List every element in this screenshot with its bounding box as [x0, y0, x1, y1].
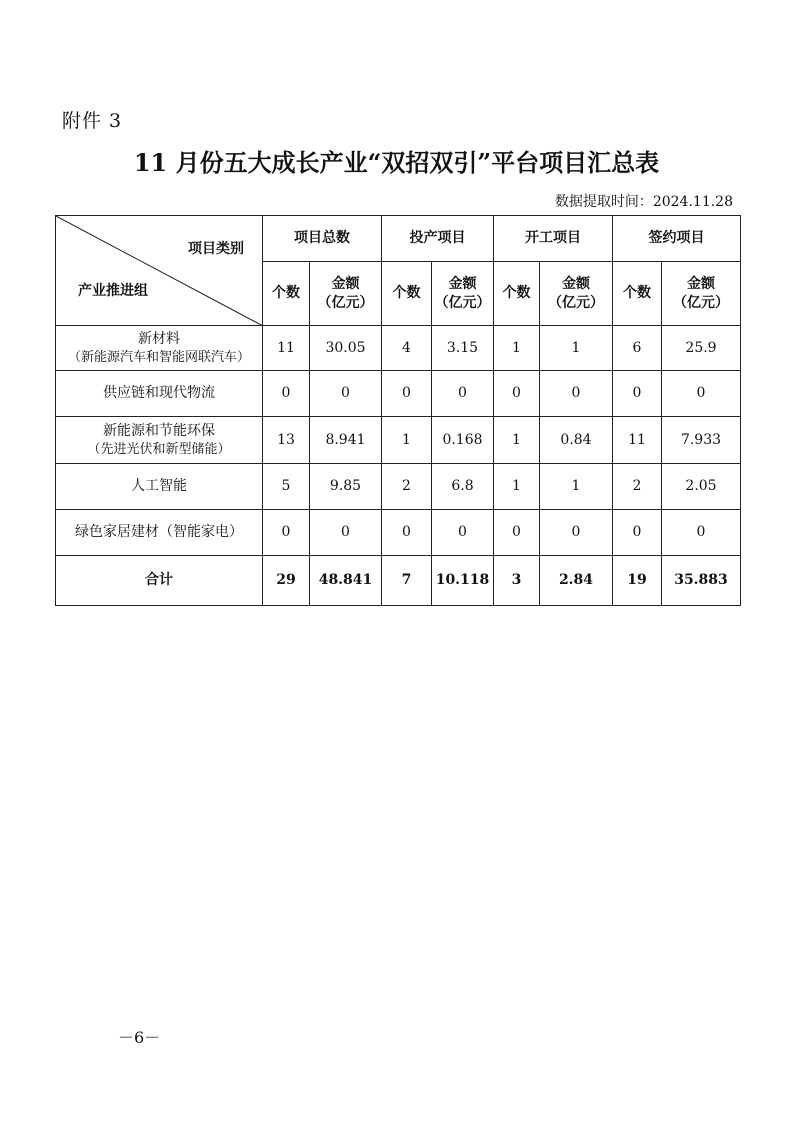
group-header-started: 开工项目 [494, 216, 613, 262]
value-cell: 0 [540, 510, 613, 556]
table-row [56, 371, 741, 417]
category-cell: 供应链和现代物流 [56, 371, 263, 417]
value-cell: 2 [382, 464, 432, 510]
value-cell: 0 [613, 510, 662, 556]
value-cell: 6.8 [432, 464, 494, 510]
total-value-cell: 3 [494, 556, 540, 606]
total-value-cell: 48.841 [310, 556, 382, 606]
table-row [56, 510, 741, 556]
sub-header-amount: 金额 （亿元） [540, 262, 613, 326]
value-cell: 2 [613, 464, 662, 510]
value-cell: 0 [432, 510, 494, 556]
category-cell: 绿色家居建材（智能家电） [56, 510, 263, 556]
value-cell: 9.85 [310, 464, 382, 510]
page-number: －6－ [118, 1028, 161, 1047]
group-header-production: 投产项目 [382, 216, 494, 262]
total-value-cell: 10.118 [432, 556, 494, 606]
total-value-cell: 29 [263, 556, 310, 606]
value-cell: 2.05 [662, 464, 741, 510]
value-cell: 1 [540, 464, 613, 510]
value-cell: 0 [432, 371, 494, 417]
category-cell: 人工智能 [56, 464, 263, 510]
value-cell: 0 [494, 510, 540, 556]
value-cell: 0 [310, 510, 382, 556]
value-cell: 1 [382, 417, 432, 464]
category-cell: 新能源和节能环保 （先进光伏和新型储能） [56, 417, 263, 464]
total-value-cell: 19 [613, 556, 662, 606]
value-cell: 0 [382, 371, 432, 417]
value-cell: 11 [263, 326, 310, 371]
total-value-cell: 7 [382, 556, 432, 606]
table-row [56, 326, 741, 371]
sub-header-count: 个数 [613, 262, 662, 326]
value-cell: 5 [263, 464, 310, 510]
value-cell: 1 [494, 326, 540, 371]
sub-header-amount: 金额 （亿元） [432, 262, 494, 326]
value-cell: 0 [662, 510, 741, 556]
value-cell: 1 [494, 417, 540, 464]
attachment-label: 附件 3 [62, 110, 123, 132]
header-row-groups [56, 216, 741, 262]
value-cell: 30.05 [310, 326, 382, 371]
group-header-total: 项目总数 [263, 216, 382, 262]
value-cell: 13 [263, 417, 310, 464]
corner-label-group: 产业推进组 [78, 283, 148, 299]
value-cell: 0.84 [540, 417, 613, 464]
sub-header-amount: 金额 （亿元） [310, 262, 382, 326]
category-cell: 新材料 （新能源汽车和智能网联汽车） [56, 326, 263, 371]
value-cell: 0 [382, 510, 432, 556]
value-cell: 0.168 [432, 417, 494, 464]
value-cell: 0 [613, 371, 662, 417]
extraction-time: 数据提取时间：2024.11.28 [554, 194, 733, 210]
corner-label-category: 项目类别 [188, 241, 244, 257]
value-cell: 0 [310, 371, 382, 417]
value-cell: 3.15 [432, 326, 494, 371]
sub-header-count: 个数 [263, 262, 310, 326]
value-cell: 8.941 [310, 417, 382, 464]
group-header-signed: 签约项目 [613, 216, 741, 262]
value-cell: 4 [382, 326, 432, 371]
summary-table [55, 215, 741, 606]
value-cell: 0 [263, 371, 310, 417]
value-cell: 25.9 [662, 326, 741, 371]
value-cell: 0 [662, 371, 741, 417]
total-value-cell: 35.883 [662, 556, 741, 606]
sub-header-count: 个数 [494, 262, 540, 326]
corner-header-cell [56, 216, 263, 326]
value-cell: 0 [263, 510, 310, 556]
value-cell: 11 [613, 417, 662, 464]
sub-header-amount: 金额 （亿元） [662, 262, 741, 326]
value-cell: 6 [613, 326, 662, 371]
page-title: 11 月份五大成长产业“双招双引”平台项目汇总表 [133, 148, 660, 177]
table-row [56, 417, 741, 464]
diagonal-line [56, 216, 263, 326]
total-row [56, 556, 741, 606]
table-row [56, 464, 741, 510]
sub-header-count: 个数 [382, 262, 432, 326]
total-label: 合计 [56, 556, 263, 606]
value-cell: 0 [540, 371, 613, 417]
value-cell: 0 [494, 371, 540, 417]
value-cell: 1 [540, 326, 613, 371]
value-cell: 7.933 [662, 417, 741, 464]
value-cell: 1 [494, 464, 540, 510]
total-value-cell: 2.84 [540, 556, 613, 606]
